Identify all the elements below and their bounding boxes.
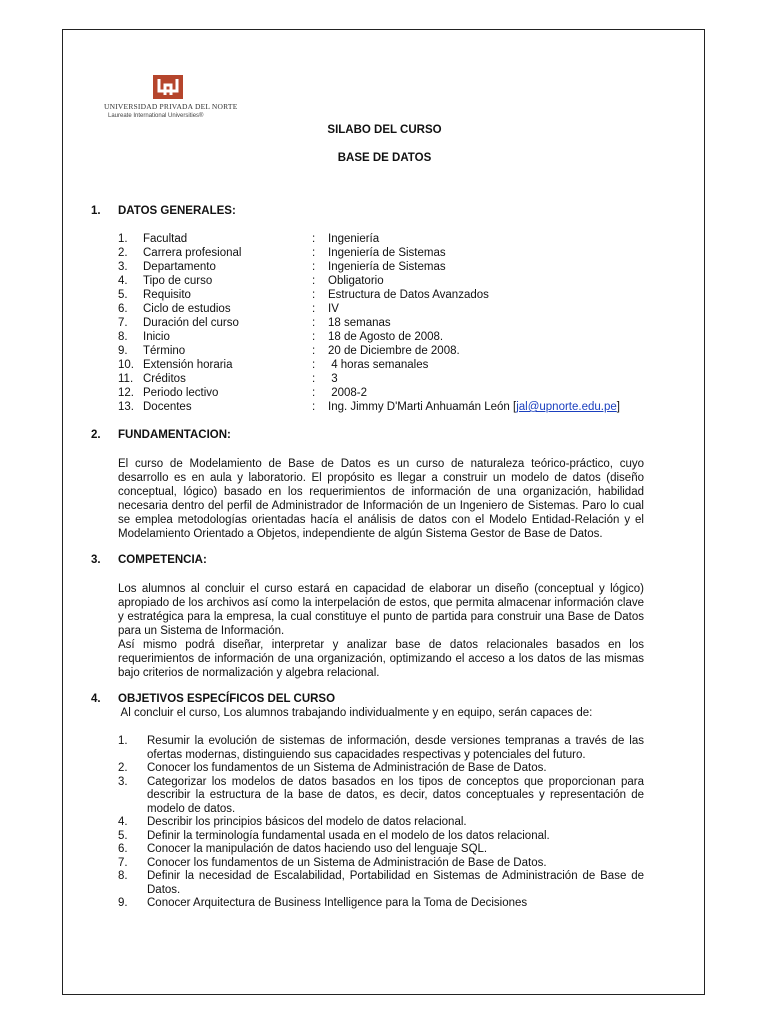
row-colon: :	[312, 387, 316, 399]
objetivo-number: 7.	[118, 856, 128, 869]
row-label: Departamento	[143, 261, 216, 273]
row-number: 8.	[118, 331, 128, 343]
objetivo-number: 6.	[118, 843, 128, 855]
row-number: 10.	[118, 359, 134, 371]
objetivo-item	[118, 776, 644, 817]
document-title: SILABO DEL CURSO	[327, 124, 442, 136]
row-number: 13.	[118, 401, 134, 413]
row-colon: :	[312, 373, 316, 385]
row-number: 7.	[118, 317, 128, 329]
row-colon: :	[312, 331, 316, 343]
objetivo-number: 5.	[118, 829, 128, 842]
objetivo-item	[118, 735, 644, 762]
row-value	[328, 401, 620, 413]
objetivo-number: 1.	[118, 735, 128, 747]
course-title: BASE DE DATOS	[337, 152, 432, 164]
objetivo-number: 3.	[118, 775, 128, 788]
docente-email-link[interactable]: jal@upnorte.edu.pe	[516, 401, 617, 413]
section-number: 3.	[91, 554, 101, 566]
row-colon: :	[312, 289, 316, 301]
objetivo-item	[118, 843, 644, 857]
objetivo-item	[118, 870, 644, 897]
objetivo-number: 2.	[118, 762, 128, 774]
row-value	[328, 261, 446, 273]
competencia-paragraph-2: Así mismo podrá diseñar, interpretar y analizar base de datos relacionales basados en los requerimientos de información de una organización, optimizando el acceso a los datos de las mismas bajo criterios de normalización y algebra relacional.	[118, 639, 644, 679]
row-colon: :	[312, 261, 316, 273]
row-value-text: 18 de Agosto de 2008.	[328, 331, 444, 343]
objetivo-text: Describir los principios básicos del modelo de datos relacional.	[147, 816, 467, 828]
row-value-text: Obligatorio	[328, 275, 384, 287]
row-label: Duración del curso	[143, 317, 239, 329]
row-value-text: Ing. Jimmy D'Marti Anhuamán León [	[328, 401, 517, 413]
syllabus-page	[62, 29, 705, 995]
row-label: Requisito	[143, 289, 191, 301]
row-label: Carrera profesional	[143, 247, 242, 259]
row-number: 9.	[118, 345, 128, 357]
university-name: UNIVERSIDAD PRIVADA DEL NORTE	[104, 102, 238, 111]
objetivo-item	[118, 762, 644, 776]
section-competencia	[63, 554, 706, 568]
row-label: Inicio	[143, 331, 170, 343]
bracket-close: ]	[616, 401, 620, 413]
row-value	[328, 331, 443, 343]
fundamentacion-paragraph: El curso de Modelamiento de Base de Datos es un curso de naturaleza teórico-práctico, cuyo desarrollo es en aula y laboratorio. El propósito es llegar a construir un modelo de datos (diseño conceptual, lógico) basado en los requerimientos de información de una organización, habilidad necesaria dentro del perfil de Administrador de Información de un Ingeniero de Sistemas. Paro lo cual se emplea metodologías orientadas hacía el análisis de datos con el Modelo Entidad-Relación y el Modelamiento Orientado a Objetos, independiente de algún Sistema Gestor de Base de Datos.	[118, 458, 644, 540]
row-number: 1.	[118, 233, 128, 245]
section-objetivos	[63, 693, 706, 707]
row-colon: :	[312, 345, 316, 357]
row-colon: :	[312, 233, 316, 245]
row-value-text: IV	[328, 303, 339, 315]
section-fundamentacion	[63, 429, 706, 443]
row-number: 12.	[118, 387, 134, 399]
competencia-paragraph: Los alumnos al concluir el curso estará en capacidad de elaborar un diseño (conceptual y lógico) apropiado de los archivos así como la interpelación de estos, que permita almacenar información clave y estratégica para la empresa, la cual constituye el punto de partida para construir una Base de Datos para un Sistema de Información.	[118, 583, 644, 637]
section-number: 2.	[91, 429, 101, 441]
row-label: Término	[143, 345, 186, 357]
row-label: Créditos	[143, 373, 186, 385]
row-value	[328, 373, 338, 385]
row-value	[328, 233, 379, 245]
section-heading: FUNDAMENTACION:	[118, 429, 231, 441]
row-label: Extensión horaria	[143, 359, 233, 371]
row-number: 3.	[118, 261, 128, 273]
row-value-text: 4 horas semanales	[328, 359, 429, 371]
section-number: 4.	[91, 693, 101, 705]
row-value	[328, 275, 384, 287]
row-number: 4.	[118, 275, 128, 287]
row-colon: :	[312, 247, 316, 259]
section-heading: OBJETIVOS ESPECÍFICOS DEL CURSO	[118, 693, 336, 705]
university-logo-icon	[153, 75, 183, 99]
row-value	[328, 359, 428, 371]
row-number: 6.	[118, 303, 128, 315]
objetivo-text: Definir la terminología fundamental usada en el modelo de los datos relacional.	[147, 829, 550, 842]
row-value-text: 20 de Diciembre de 2008.	[328, 345, 460, 357]
row-value-text: 2008-2	[328, 387, 368, 399]
section-datos-generales	[63, 205, 706, 219]
row-value-text: Ingeniería de Sistemas	[328, 247, 446, 259]
objetivo-item	[118, 830, 644, 844]
row-value-text: 18 semanas	[328, 317, 391, 329]
objetivos-intro: Al concluir el curso, Los alumnos trabajando individualmente y en equipo, serán capaces de:	[118, 707, 593, 719]
objetivo-text: Conocer los fundamentos de un Sistema de Administración de Base de Datos.	[147, 856, 547, 869]
row-value-text: Ingeniería de Sistemas	[328, 261, 446, 273]
row-colon: :	[312, 401, 316, 413]
row-number: 11.	[118, 373, 134, 385]
objetivo-text: Conocer Arquitectura de Business Intelligence para la Toma de Decisiones	[147, 897, 528, 909]
objetivo-text: Resumir la evolución de sistemas de información, desde versiones tempranas a través de las ofertas modernas, distinguiendo sus capacidades respectivas y potenciales del futuro.	[147, 735, 644, 761]
objetivo-number: 8.	[118, 870, 128, 882]
row-number: 5.	[118, 289, 128, 301]
row-label: Docentes	[143, 401, 192, 413]
row-label: Facultad	[143, 233, 188, 245]
row-label: Periodo lectivo	[143, 387, 219, 399]
university-logo	[104, 75, 244, 125]
objetivo-text: Definir la necesidad de Escalabilidad, Portabilidad en Sistemas de Administración de Base de Datos.	[147, 870, 644, 896]
section-heading: COMPETENCIA:	[118, 554, 207, 566]
row-value-text: 3	[328, 373, 338, 385]
row-value-text: Ingeniería	[328, 233, 380, 245]
section-heading: DATOS GENERALES:	[118, 205, 236, 217]
row-number: 2.	[118, 247, 128, 259]
row-value	[328, 247, 446, 259]
row-value-text: Estructura de Datos Avanzados	[328, 289, 489, 301]
objetivo-text: Categorizar los modelos de datos basados en los tipos de conceptos que proporcionan para describir la estructura de la base de datos, es decir, datos conceptuales y representación de modelo de datos.	[147, 775, 644, 815]
row-colon: :	[312, 317, 316, 329]
row-value	[328, 345, 460, 357]
section-number: 1.	[91, 205, 101, 217]
objetivo-item	[118, 857, 644, 871]
row-label: Tipo de curso	[143, 275, 213, 287]
row-value	[328, 387, 367, 399]
row-colon: :	[312, 359, 316, 371]
row-value	[328, 303, 339, 315]
row-value	[328, 289, 489, 301]
objetivo-text: Conocer los fundamentos de un Sistema de Administración de Base de Datos.	[147, 762, 547, 774]
objetivo-text: Conocer la manipulación de datos haciendo uso del lenguaje SQL.	[147, 843, 488, 855]
row-label: Ciclo de estudios	[143, 303, 231, 315]
row-colon: :	[312, 303, 316, 315]
objetivo-number: 4.	[118, 816, 128, 828]
objetivo-item	[118, 897, 644, 911]
university-subtitle: Laureate International Universities®	[108, 113, 204, 119]
row-value	[328, 317, 391, 329]
row-colon: :	[312, 275, 316, 287]
objetivo-number: 9.	[118, 897, 128, 909]
objetivo-item	[118, 816, 644, 830]
